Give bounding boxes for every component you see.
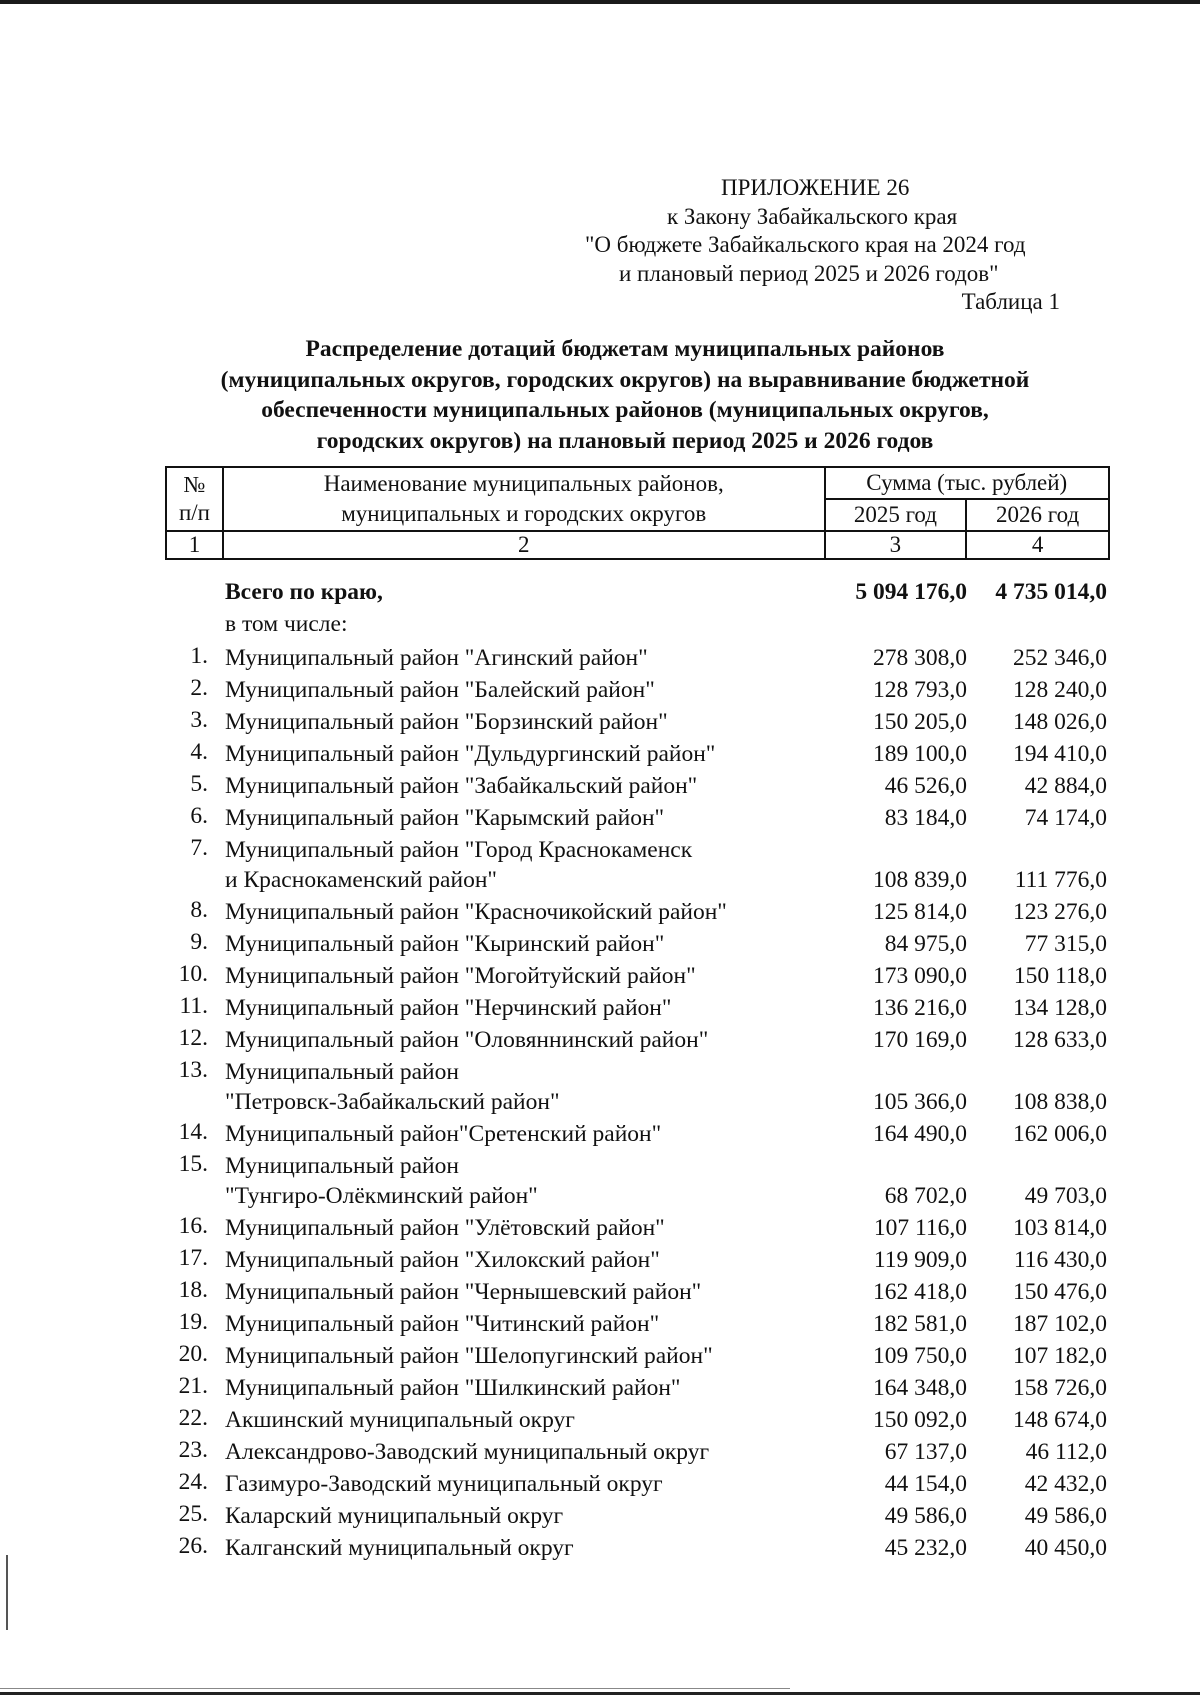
row-name-line: Муниципальный район "Шилкинский район" (225, 1375, 681, 1401)
row-name (225, 803, 815, 833)
row-name-line: Муниципальный район "Красночикойский район" (225, 899, 727, 925)
table-row (165, 1275, 1110, 1307)
value-2025: 49 586,0 (884, 1503, 967, 1529)
table-row (165, 895, 1110, 927)
value-2026: 158 726,0 (1013, 1375, 1107, 1401)
total-row (165, 577, 1110, 607)
row-name (225, 1469, 815, 1499)
scan-edge-bottom-thin (0, 1688, 790, 1689)
table-row (165, 1307, 1110, 1339)
row-number: 20. (178, 1341, 208, 1367)
row-name-line: Муниципальный район "Дульдургинский район" (225, 741, 716, 767)
table-row (165, 991, 1110, 1023)
value-2025: 128 793,0 (873, 677, 967, 703)
row-number: 24. (178, 1469, 208, 1495)
row-number: 13. (178, 1057, 208, 1083)
row-name-line: Муниципальный район "Нерчинский район" (225, 995, 672, 1021)
row-number: 5. (190, 771, 208, 797)
table-row (165, 1339, 1110, 1371)
header-name-line: муниципальных и городских округов (341, 501, 707, 526)
row-number: 7. (190, 835, 208, 861)
annex-title: ПРИЛОЖЕНИЕ 26 (721, 175, 910, 200)
total-2025: 5 094 176,0 (855, 579, 967, 605)
scan-edge-left (6, 1555, 8, 1630)
including-row (165, 607, 1110, 641)
row-name-line: Муниципальный район (225, 1153, 459, 1179)
row-name (225, 1245, 815, 1275)
row-number: 17. (178, 1245, 208, 1271)
table-row (165, 1499, 1110, 1531)
table-row (165, 1023, 1110, 1055)
row-name-line: Муниципальный район "Борзинский район" (225, 709, 668, 735)
table-row (165, 801, 1110, 833)
row-name-line: Александрово-Заводский муниципальный округ (225, 1439, 710, 1465)
col-number: 3 (825, 531, 967, 559)
row-name (225, 1025, 815, 1055)
row-number: 16. (178, 1213, 208, 1239)
table-row (165, 1403, 1110, 1435)
including-label: в том числе: (225, 611, 348, 637)
row-name-line: Муниципальный район (225, 1059, 459, 1085)
row-name (225, 771, 815, 801)
value-2026: 46 112,0 (1025, 1439, 1107, 1465)
row-name (225, 961, 815, 991)
row-name (225, 643, 815, 673)
value-2026: 148 674,0 (1013, 1407, 1107, 1433)
value-2026: 103 814,0 (1013, 1215, 1107, 1241)
row-number: 22. (178, 1405, 208, 1431)
table-row (165, 1371, 1110, 1403)
table-row (165, 927, 1110, 959)
row-name-line: Муниципальный район "Шелопугинский район" (225, 1343, 713, 1369)
row-name-line: и Краснокаменский район" (225, 867, 497, 893)
title-line: обеспеченности муниципальных районов (муниципальных округов, (261, 397, 989, 423)
row-name (225, 1151, 815, 1211)
table-header (165, 466, 1110, 560)
value-2026: 116 430,0 (1013, 1247, 1107, 1273)
value-2025: 162 418,0 (873, 1279, 967, 1305)
table-row (165, 1531, 1110, 1563)
row-name-line: Газимуро-Заводский муниципальный округ (225, 1471, 663, 1497)
value-2026: 49 703,0 (1024, 1183, 1107, 1209)
row-name (225, 739, 815, 769)
value-2025: 46 526,0 (884, 773, 967, 799)
value-2025: 84 975,0 (884, 931, 967, 957)
row-number: 23. (178, 1437, 208, 1463)
value-2026: 107 182,0 (1013, 1343, 1107, 1369)
row-name (225, 1533, 815, 1563)
row-number: 9. (190, 929, 208, 955)
row-name-line: "Петровск-Забайкальский район" (225, 1089, 560, 1115)
row-name-line: Муниципальный район "Балейский район" (225, 677, 655, 703)
annex-header (580, 174, 1060, 317)
row-name (225, 1119, 815, 1149)
value-2025: 83 184,0 (884, 805, 967, 831)
row-number: 11. (179, 993, 208, 1019)
col-number: 2 (223, 531, 825, 559)
value-2026: 42 884,0 (1024, 773, 1107, 799)
row-number: 2. (190, 675, 208, 701)
total-2026: 4 735 014,0 (995, 579, 1107, 605)
row-name-line: "Тунгиро-Олёкминский район" (225, 1183, 538, 1209)
row-name-line: Муниципальный район "Могойтуйский район" (225, 963, 696, 989)
value-2026: 148 026,0 (1013, 709, 1107, 735)
value-2026: 42 432,0 (1024, 1471, 1107, 1497)
table-row (165, 769, 1110, 801)
row-name-line: Акшинский муниципальный округ (225, 1407, 575, 1433)
row-name-line: Муниципальный район "Читинский район" (225, 1311, 660, 1337)
table-body (165, 577, 1110, 1563)
row-name-line: Муниципальный район "Кыринский район" (225, 931, 665, 957)
value-2026: 111 776,0 (1014, 867, 1107, 893)
value-2025: 109 750,0 (873, 1343, 967, 1369)
table-row (165, 1467, 1110, 1499)
annex-line: к Закону Забайкальского края (667, 203, 958, 229)
value-2025: 68 702,0 (884, 1183, 967, 1209)
table-row (165, 833, 1110, 895)
value-2025: 189 100,0 (873, 741, 967, 767)
row-name (225, 1057, 815, 1117)
row-name-line: Муниципальный район"Сретенский район" (225, 1121, 662, 1147)
row-number: 3. (190, 707, 208, 733)
col-number: 1 (166, 531, 223, 559)
row-name (225, 1373, 815, 1403)
value-2026: 134 128,0 (1013, 995, 1107, 1021)
header-num-line: № (183, 472, 206, 497)
value-2025: 164 348,0 (873, 1375, 967, 1401)
row-name-line: Муниципальный район "Улётовский район" (225, 1215, 665, 1241)
table-row (165, 959, 1110, 991)
col-number: 4 (966, 531, 1109, 559)
row-name (225, 1405, 815, 1435)
title-line: Распределение дотаций бюджетам муниципальных районов (305, 336, 945, 362)
value-2025: 108 839,0 (873, 867, 967, 893)
row-number: 26. (178, 1533, 208, 1559)
header-year-2026: 2026 год (966, 499, 1109, 531)
row-name-line: Муниципальный район "Забайкальский район" (225, 773, 698, 799)
row-name (225, 929, 815, 959)
row-name (225, 1341, 815, 1371)
data-rows (165, 641, 1110, 1563)
value-2026: 77 315,0 (1024, 931, 1107, 957)
row-name (225, 993, 815, 1023)
row-name-line: Муниципальный район "Город Краснокаменск (225, 837, 693, 863)
value-2026: 40 450,0 (1024, 1535, 1107, 1561)
table-row (165, 1149, 1110, 1211)
row-name (225, 897, 815, 927)
row-name-line: Муниципальный район "Чернышевский район" (225, 1279, 702, 1305)
value-2026: 252 346,0 (1013, 645, 1107, 671)
value-2026: 150 476,0 (1013, 1279, 1107, 1305)
title-line: городских округов) на плановый период 2025 и 2026 годов (316, 427, 934, 454)
row-name (225, 675, 815, 705)
table-row (165, 673, 1110, 705)
value-2025: 125 814,0 (873, 899, 967, 925)
title-line: (муниципальных округов, городских округов) на выравнивание бюджетной (220, 366, 1030, 393)
row-number: 6. (190, 803, 208, 829)
row-name (225, 1213, 815, 1243)
value-2026: 74 174,0 (1024, 805, 1107, 831)
row-number: 10. (178, 961, 208, 987)
row-number: 18. (178, 1277, 208, 1303)
value-2026: 128 240,0 (1013, 677, 1107, 703)
row-number: 25. (178, 1501, 208, 1527)
row-number: 14. (178, 1119, 208, 1145)
header-num (166, 467, 223, 531)
row-name-line: Муниципальный район "Карымский район" (225, 805, 665, 831)
row-name-line: Муниципальный район "Агинский район" (225, 645, 648, 671)
value-2025: 45 232,0 (884, 1535, 967, 1561)
value-2025: 150 205,0 (873, 709, 967, 735)
row-number: 21. (178, 1373, 208, 1399)
value-2026: 187 102,0 (1013, 1311, 1107, 1337)
document-title (160, 334, 1090, 456)
header-num-line: п/п (178, 500, 210, 525)
table-row (165, 1243, 1110, 1275)
table-row (165, 705, 1110, 737)
row-name (225, 1501, 815, 1531)
row-number: 19. (178, 1309, 208, 1335)
value-2026: 128 633,0 (1013, 1027, 1107, 1053)
value-2025: 164 490,0 (873, 1121, 967, 1147)
header-name (223, 467, 825, 531)
row-name (225, 707, 815, 737)
annex-line: "О бюджете Забайкальского края на 2024 год (585, 232, 1026, 257)
value-2026: 123 276,0 (1013, 899, 1107, 925)
value-2025: 136 216,0 (873, 995, 967, 1021)
table-row (165, 641, 1110, 673)
value-2025: 44 154,0 (884, 1471, 967, 1497)
table-row (165, 1211, 1110, 1243)
header-name-line: Наименование муниципальных районов, (323, 471, 724, 496)
value-2025: 67 137,0 (884, 1439, 967, 1465)
table-row (165, 1435, 1110, 1467)
value-2026: 150 118,0 (1013, 963, 1107, 989)
table-label: Таблица 1 (961, 289, 1060, 314)
value-2026: 162 006,0 (1013, 1121, 1107, 1147)
row-number: 4. (190, 739, 208, 765)
table-row (165, 1117, 1110, 1149)
row-name (225, 1437, 815, 1467)
value-2025: 107 116,0 (873, 1215, 967, 1241)
scan-edge-top (0, 0, 1200, 4)
value-2025: 182 581,0 (873, 1311, 967, 1337)
row-name (225, 1277, 815, 1307)
value-2025: 119 909,0 (873, 1247, 967, 1273)
row-name-line: Муниципальный район "Оловяннинский район" (225, 1027, 709, 1053)
row-name-line: Каларский муниципальный округ (225, 1503, 564, 1529)
value-2025: 170 169,0 (873, 1027, 967, 1053)
annex-line: и плановый период 2025 и 2026 годов" (619, 260, 999, 286)
value-2026: 108 838,0 (1013, 1089, 1107, 1115)
row-number: 12. (178, 1025, 208, 1051)
row-name-line: Калганский муниципальный округ (225, 1535, 574, 1561)
value-2025: 105 366,0 (873, 1089, 967, 1115)
row-name-line: Муниципальный район "Хилокский район" (225, 1247, 660, 1273)
row-number: 1. (190, 643, 208, 669)
value-2025: 173 090,0 (873, 963, 967, 989)
table-row (165, 1055, 1110, 1117)
table-row (165, 737, 1110, 769)
total-label: Всего по краю, (225, 579, 383, 605)
row-name (225, 835, 815, 895)
value-2026: 49 586,0 (1024, 1503, 1107, 1529)
header-sum: Сумма (тыс. рублей) (825, 467, 1109, 499)
header-year-2025: 2025 год (825, 499, 967, 531)
row-number: 15. (178, 1151, 208, 1177)
value-2025: 278 308,0 (873, 645, 967, 671)
row-number: 8. (190, 897, 208, 923)
value-2026: 194 410,0 (1013, 741, 1107, 767)
value-2025: 150 092,0 (873, 1407, 967, 1433)
scan-edge-bottom (0, 1692, 1200, 1695)
row-name (225, 1309, 815, 1339)
